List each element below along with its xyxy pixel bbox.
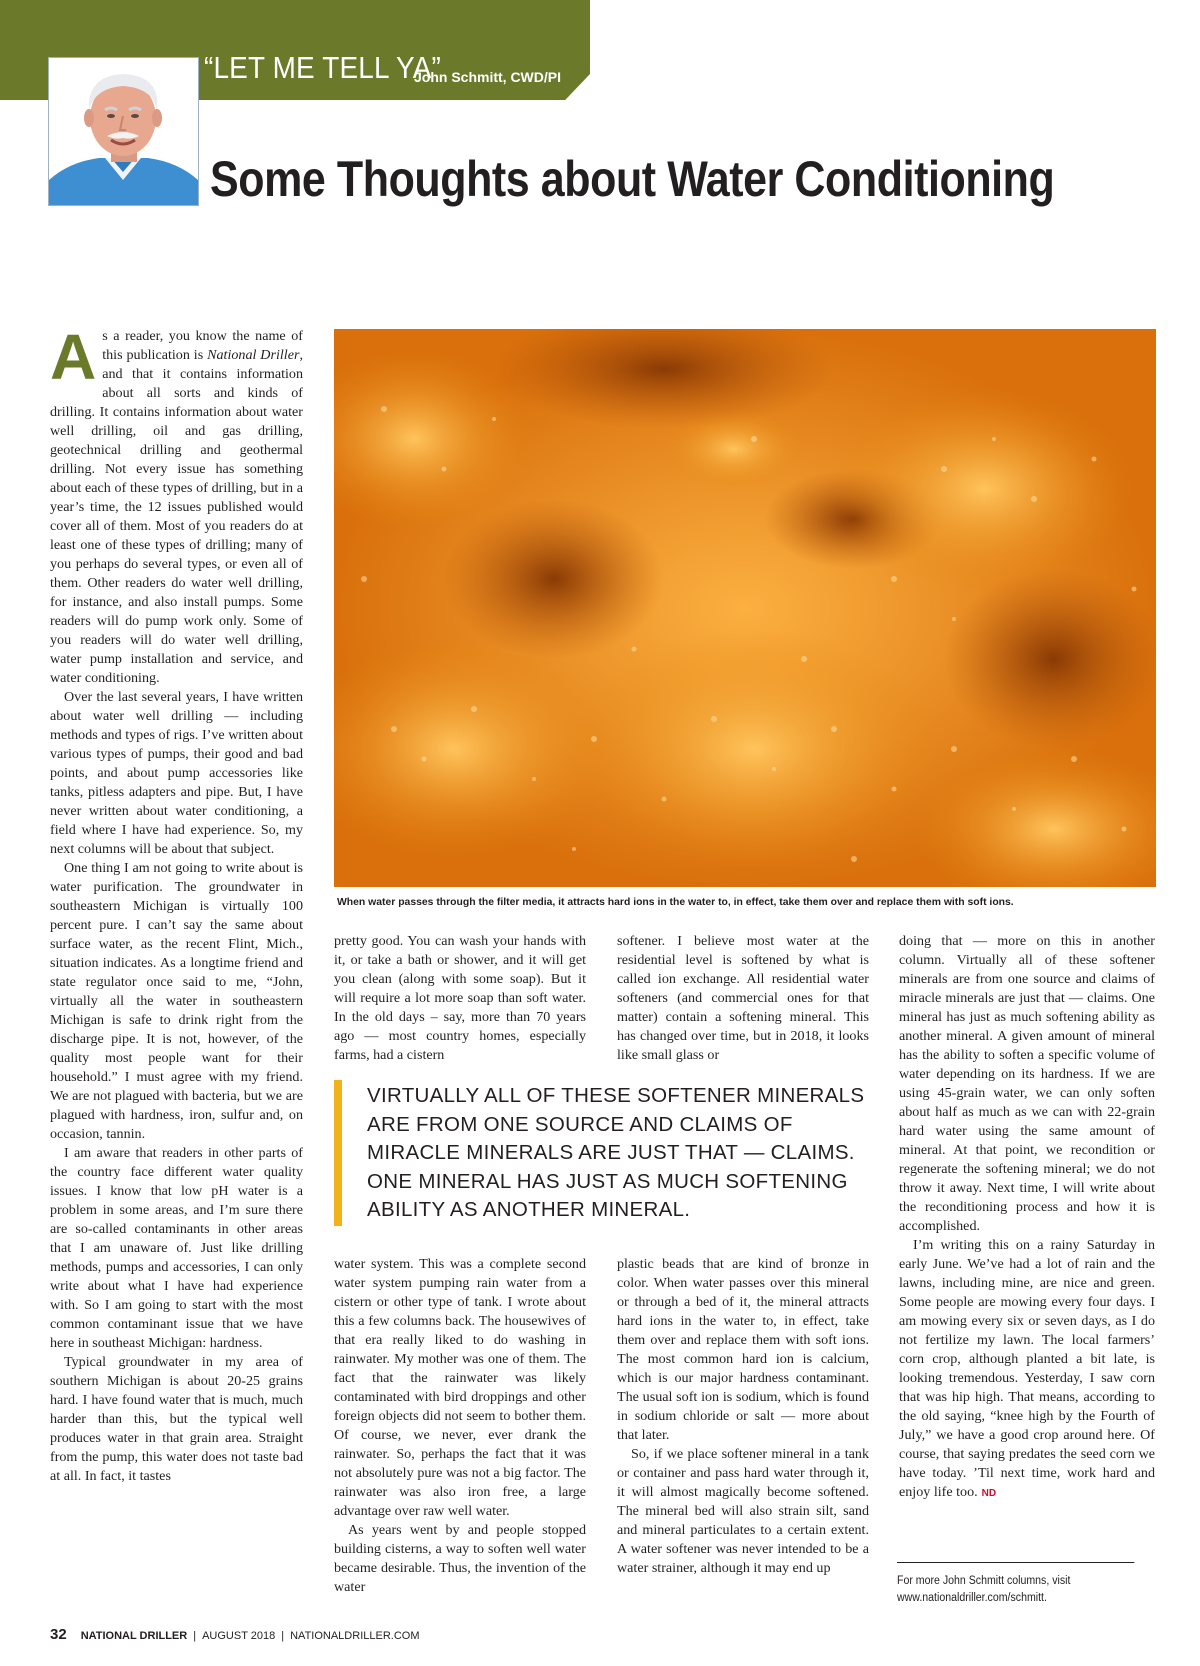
paragraph: One thing I am not going to write about is water purification. The groundwater in southeastern Michigan is virtually 100 percent pure. I can’t say the same about surface water, as the recent Flint, Mich., situation indicates. As a longtime friend and state regulator once said to me, “John, virtually all the water in southeastern Michigan is safe to drink right from the discharge pipe. It is not, however, of the quality most people want for their household.” I must agree with my friend. We are not plagued with bacteria, but we are plagued with hardness, iron, sulfur and, on occasion, tannin. <box>50 860 303 1142</box>
column-name: “LET ME TELL YA” <box>204 50 442 85</box>
article-column-4 <box>899 932 1155 1503</box>
author-byline: John Schmitt, CWD/PI <box>414 69 561 85</box>
magazine-name: NATIONAL DRILLER <box>80 1630 188 1642</box>
pull-quote-text: VIRTUALLY ALL OF THESE SOFTENER MINERALS ARE FROM ONE SOURCE AND CLAIMS OF MIRACLE MINERALS ARE JUST THAT — CLAIMS. ONE MINERAL HAS JUST AS MUCH SOFTENING ABILITY AS ANOTHER MINERAL. <box>367 1084 865 1221</box>
closing-paragraph <box>899 1236 1155 1503</box>
paragraph: Over the last several years, I have written about water well drilling — including methods and types of rigs. I’ve written about various types of pumps, their good and bad points, and about pump accessories like tanks, pitless adapters and pipe. But, I have never written about water conditioning, a field where I have had experience. So, my next columns will be about that subject. <box>50 689 303 857</box>
article-headline: Some Thoughts about Water Conditioning <box>210 151 1055 207</box>
paragraph-text: s a reader, you know the name of this publication is National Driller, and that it contains information about all sorts and kinds of drilling. It contains information about water well drilling, oil and gas drilling, geotechnical drilling and geothermal drilling. Not every issue has something about each of these types of drilling, but in a year’s time, the 12 issues published would cover all of them. Most of you readers do at least one of these types of drilling; many of you perhaps do several types, or even all of them. Other readers do water well drilling, for instance, and also install pumps. Some readers will do pump work only. Some of you readers will do water well drilling, water pump installation and service, and water conditioning. <box>50 328 303 686</box>
paragraph: water system. This was a complete second water system pumping rain water from a cistern or other type of tank. I wrote about this a few columns back. The housewives of that era really liked to do washing in rainwater. My mother was one of them. The fact that the rainwater was likely contaminated with bird droppings and other foreign objects did not seem to bother them. Of course, we never, ever drank the rainwater. So, perhaps the fact that it was not absolutely pure was not a big factor. The rainwater was also iron free, a large advantage over raw well water. <box>334 1256 586 1519</box>
paragraph: softener. I believe most water at the residential level is softened by what is called ion exchange. All residential water softeners (and commercial ones for that matter) contain a softening mineral. This has changed over time, but in 2018, it looks like small glass or <box>617 933 869 1063</box>
softener-media-photo <box>334 329 1156 887</box>
footer-separator: | <box>281 1630 285 1642</box>
opening-paragraph <box>50 321 303 688</box>
paragraph: As years went by and people stopped building cisterns, a way to soften well water became desirable. Thus, the invention of the water <box>334 1522 586 1595</box>
paragraph: So, if we place softener mineral in a tank or container and pass hard water through it, it will almost magically become softened. The mineral bed will also strain silt, sand and mineral particulates to a certain extent. A water softener was never intended to be a water strainer, although it may end up <box>617 1446 869 1576</box>
footer-separator: | <box>193 1630 197 1642</box>
pull-quote <box>334 1080 887 1226</box>
article-column-1 <box>50 321 303 1486</box>
issue-date: AUGUST 2018 <box>202 1630 276 1642</box>
article-column-2-top <box>334 932 586 1065</box>
photo-caption: When water passes through the filter media, it attracts hard ions in the water to, in effect, take them over and replace them with soft ions. <box>337 897 1014 908</box>
article-column-2-bottom <box>334 1255 586 1597</box>
article-column-3-bottom <box>617 1255 869 1578</box>
paragraph: Typical groundwater in my area of southern Michigan is about 20-25 grains hard. I have found water that is much, much harder than this, but the typical well produces water in that grain area. Straight from the pump, this water does not taste bad at all. In fact, it tastes <box>50 1354 303 1484</box>
article-column-3-top <box>617 932 869 1065</box>
more-columns-note: For more John Schmitt columns, visit www.nationaldriller.com/schmitt. <box>897 1562 1134 1607</box>
website-url: NATIONALDRILLER.COM <box>290 1630 420 1642</box>
end-mark: ND <box>981 1488 997 1499</box>
paragraph: plastic beads that are kind of bronze in color. When water passes over this mineral or through a bed of it, the mineral attracts hard ions in the water to, in effect, take them over and replace them with soft ions. The most common hard ion is calcium, which is our major hardness contaminant. The usual soft ion is sodium, which is found in sodium chloride or salt — more about that later. <box>617 1256 869 1443</box>
page-number: 32 <box>50 1626 67 1643</box>
paragraph: doing that — more on this in another column. Virtually all of these softener minerals are from one source and claims of miracle minerals are just that — claims. One mineral has just as much softening ability as another mineral. A given amount of mineral has the ability to soften a specific volume of water depending on its hardness. If we are using 45-grain water, we can only soften about half as much as we can with 22-grain hard water using the same amount of mineral. At that point, we recondition or regenerate the softening mineral; we do not throw it away. Next time, I will write about the reconditioning process and how it is accomplished. <box>899 933 1155 1234</box>
paragraph-text: I’m writing this on a rainy Saturday in early June. We’ve had a lot of rain and the lawns, including mine, are nice and green. Some people are mowing every four days. I am mowing every six or seven days, as I do not fertilize my lawn. The local farmers’ corn crop, although planted a bit late, is looking tremendous. Yesterday, I saw corn that was hip high. That means, according to the old saying, “knee high by the Fourth of July,” we have a good crop around here. Of course, that saying predates the seed corn we have today. ’Til next time, work hard and enjoy life too. <box>899 1237 1155 1500</box>
page-footer <box>50 1626 419 1643</box>
paragraph: pretty good. You can wash your hands with it, or take a bath or shower, and it will get you clean (along with some soap). But it will require a lot more soap than soft water. In the old days – say, more than 70 years ago — most country homes, especially farms, had a cistern <box>334 933 586 1063</box>
paragraph: I am aware that readers in other parts of the country face different water quality issues. I know that low pH water is a problem in some areas, and I’m sure there are so-called contaminants in other areas that I am unaware of. Just like drilling methods, pumps and accessories, I can only write about what I have had experience with. So I am going to start with the most common contaminant issue that we have here in southeast Michigan: hardness. <box>50 1145 303 1351</box>
drop-cap: A <box>50 321 97 393</box>
author-headshot <box>48 57 199 206</box>
